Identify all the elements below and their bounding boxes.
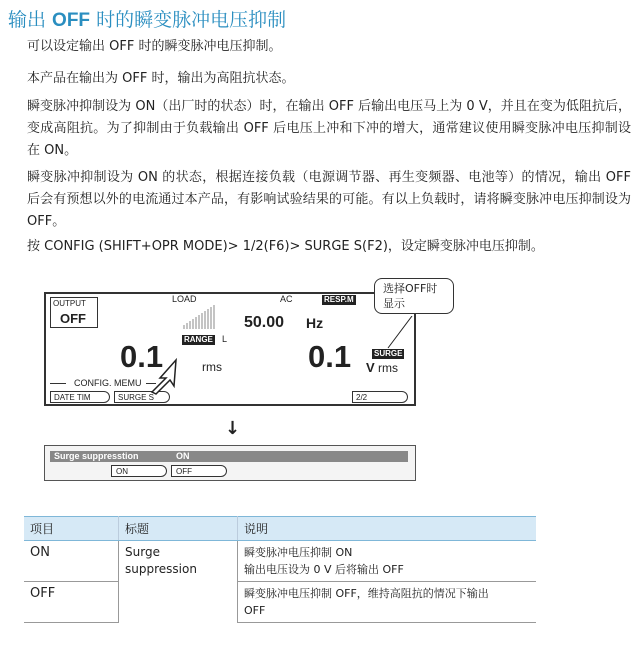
header-description: 说明: [238, 517, 537, 541]
table-header-row: [24, 517, 536, 541]
paragraph-4: 瞬变脉冲抑制设为 ON 的状态，根据连接负载（电源调节器、再生变频器、电池等）的情况，输出 OFF 后会有预想以外的电流通过本产品，有影响试验结果的可能。有以上负载时，请将瞬变脉冲电压抑制设为 OFF。: [27, 170, 631, 229]
table-row: [24, 541, 536, 582]
page-title: [8, 5, 286, 32]
current-value: 0.1: [120, 339, 164, 374]
header-title: 标题: [119, 517, 238, 541]
callout-line-1: 选择OFF时: [383, 282, 438, 295]
range-value: L: [222, 334, 228, 344]
voltage-unit-v: V: [366, 360, 375, 375]
voltage-unit-rms: rms: [378, 361, 398, 375]
surge-setting-label: Surge suppresstion: [54, 451, 139, 461]
output-value: OFF: [60, 311, 86, 326]
tab-page-indicator[interactable]: 2/2: [352, 391, 408, 403]
current-unit: rms: [202, 360, 222, 374]
lcd-display: [44, 292, 416, 406]
config-menu-label: CONFIG. MEMU: [74, 378, 142, 388]
output-label: OUTPUT: [53, 299, 86, 308]
row-description-line-2: OFF: [244, 604, 266, 617]
ac-label: AC: [280, 294, 293, 304]
voltage-value: 0.1: [308, 339, 352, 374]
row-title: Surge suppression: [119, 541, 238, 623]
output-status-box: [50, 297, 98, 328]
surge-setting-bar: [50, 451, 408, 462]
load-level-icon: [180, 304, 220, 330]
title-bold: OFF: [52, 10, 91, 31]
row-description-line-1: 瞬变脉冲电压抑制 ON: [244, 546, 353, 559]
row-description-line-2: 输出电压设为 0 V 后将输出 OFF: [244, 563, 404, 576]
tab-date-time[interactable]: DATE TIM: [50, 391, 110, 403]
title-prefix: 输出: [8, 9, 53, 31]
callout-line-2: 显示: [383, 297, 405, 310]
resp-badge: RESP.M: [324, 295, 354, 304]
row-description: [238, 541, 537, 582]
range-badge: RANGE: [184, 335, 213, 344]
table-row: [24, 582, 536, 623]
tab-surge-s[interactable]: SURGE S: [114, 391, 170, 403]
callout-note: [374, 278, 454, 314]
surge-badge: SURGE: [374, 349, 403, 358]
paragraph-5: 按 CONFIG (SHIFT+OPR MODE)> 1/2(F6)> SURGE S(F2)，设定瞬变脉冲电压抑制。: [27, 239, 544, 254]
surge-setting-value: ON: [176, 451, 190, 461]
surge-off-button[interactable]: OFF: [171, 465, 227, 477]
paragraph-1: 可以设定输出 OFF 时的瞬变脉冲电压抑制。: [27, 39, 282, 54]
header-item: 项目: [24, 517, 119, 541]
paragraph-3: 瞬变脉冲抑制设为 ON（出厂时的状态）时，在输出 OFF 后输出电压马上为 0 V，并且在变为低阻抗后，变成高阻抗。为了抑制由于负载输出 OFF 后电压上冲和下冲的增大，通常建议使用瞬变脉冲电压抑制设在 ON。: [27, 99, 631, 158]
down-arrow-icon: ↓: [225, 418, 241, 439]
settings-table: [24, 516, 536, 623]
callout-pointer-icon: [384, 316, 414, 352]
paragraph-2: 本产品在输出为 OFF 时，输出为高阻抗状态。: [27, 71, 295, 86]
frequency-unit: Hz: [306, 315, 324, 331]
menu-divider-left: [50, 383, 66, 384]
row-description-line-1: 瞬变脉冲电压抑制 OFF，维持高阻抗的情况下输出: [244, 587, 489, 600]
surge-setting-screen: [44, 445, 416, 481]
surge-on-button[interactable]: ON: [111, 465, 167, 477]
row-description: [238, 582, 537, 623]
title-suffix: 时的瞬变脉冲电压抑制: [90, 9, 287, 31]
pointer-arrow-icon: [146, 358, 186, 396]
row-item: OFF: [24, 582, 119, 623]
frequency-value: 50.00: [244, 314, 285, 331]
load-label: LOAD: [172, 294, 197, 304]
row-item: ON: [24, 541, 119, 582]
